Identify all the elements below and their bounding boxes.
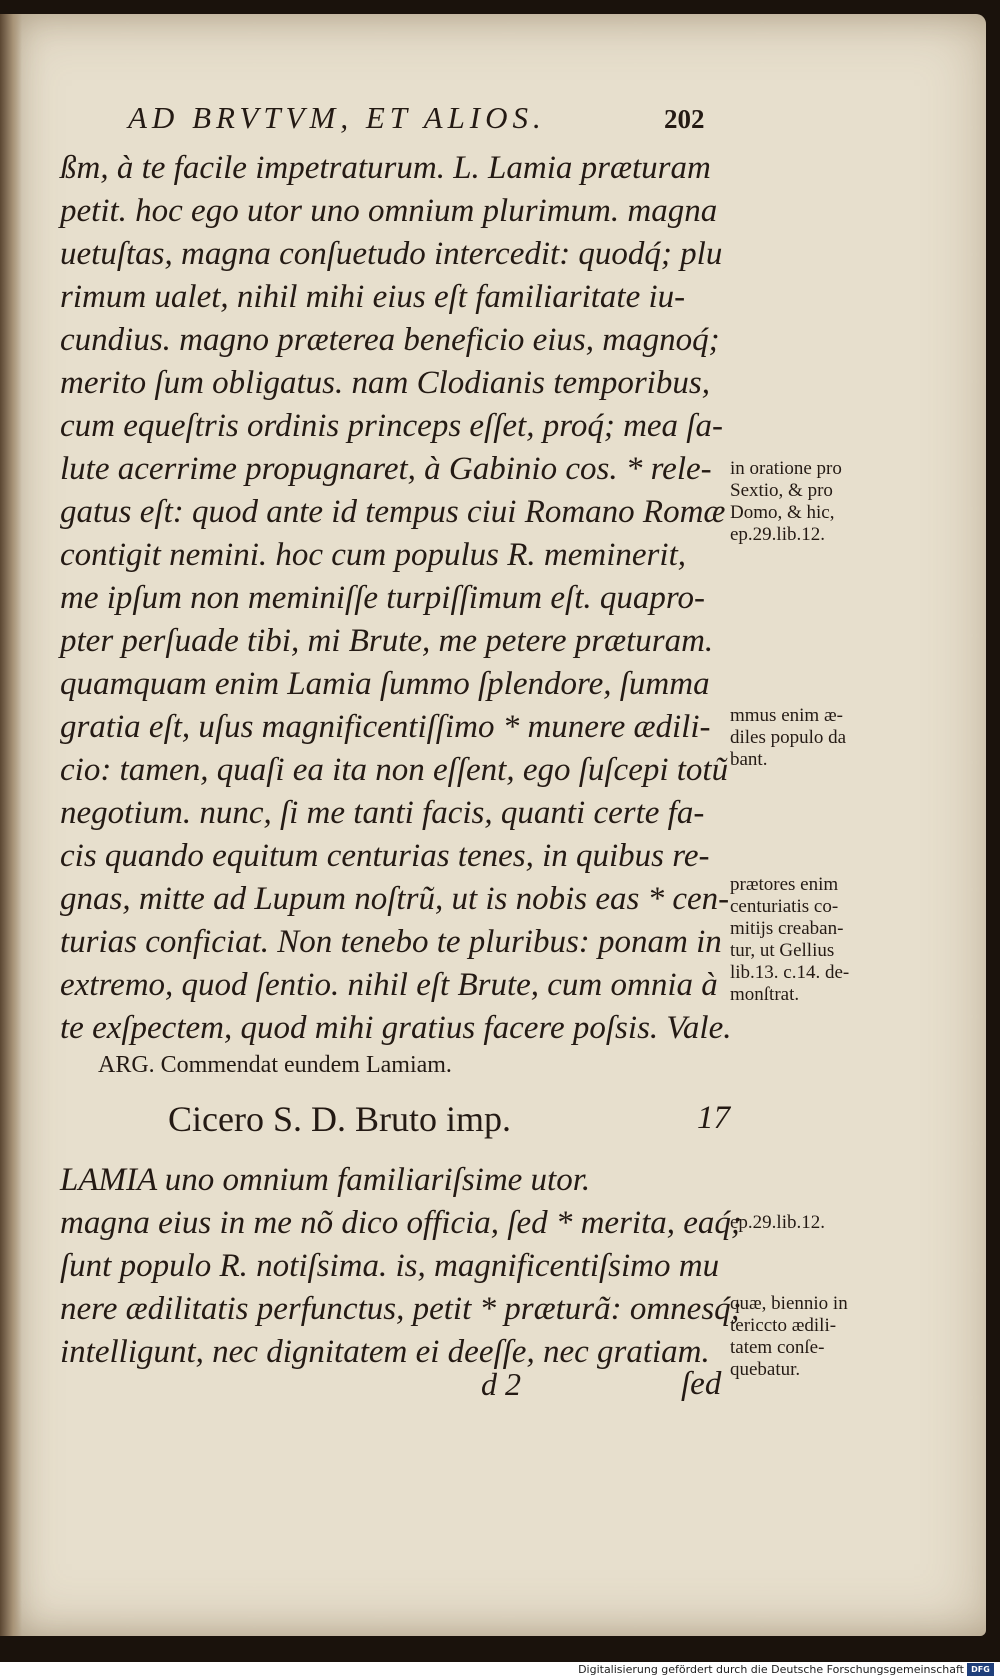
text-line: nere ædilitatis perfunctus, petit * præturã: omnesq́;: [60, 1291, 742, 1327]
footer-credit: Digitalisierung gefördert durch die Deutsche Forschungsgemeinschaft: [578, 1663, 964, 1676]
text-line: magna eius in me nõ dico officia, ſed * merita, eaq́;: [60, 1205, 742, 1241]
margin-note: in oratione pro Sextio, & pro Domo, & hic, ep.29.lib.12.: [730, 458, 842, 545]
page-gutter-shadow: [0, 14, 22, 1636]
text-line: gatus eſt: quod ante id tempus ciui Romano Romæ: [60, 494, 726, 530]
text-line: te exſpectem, quod mihi gratius facere poſsis. Vale.: [60, 1010, 732, 1046]
text-line: quamquam enim Lamia ſummo ſplendore, ſumma: [60, 666, 710, 702]
text-line: gnas, mitte ad Lupum noſtrũ, ut is nobis eas * cen-: [60, 881, 730, 917]
text-line: contigit nemini. hoc cum populus R. meminerit,: [60, 537, 686, 573]
text-line: negotium. nunc, ſi me tanti facis, quanti certe fa-: [60, 795, 705, 831]
signature-mark: d 2: [481, 1366, 521, 1402]
text-line: cio: tamen, quaſi ea ita non eſſent, ego ſuſcepi totũ: [60, 752, 729, 788]
text-line: petit. hoc ego utor uno omnium plurimum. magna: [60, 193, 718, 229]
text-line: cum equeſtris ordinis princeps eſſet, proq́; mea ſa-: [60, 408, 723, 444]
text-line: intelligunt, nec dignitatem ei deeſſe, nec gratiam.: [60, 1334, 710, 1370]
text-line: ßm, à te facile impetraturum. L. Lamia præturam: [60, 150, 711, 186]
text-line: uetuſtas, magna conſuetudo intercedit: quodq́; plu: [60, 236, 723, 272]
letter-number: 17: [697, 1100, 730, 1136]
letter-heading: Cicero S. D. Bruto imp.: [168, 1099, 511, 1139]
margin-note: ep.29.lib.12.: [730, 1212, 825, 1233]
running-head: AD BRVTVM, ET ALIOS.: [128, 100, 546, 135]
text-line: merito ſum obligatus. nam Clodianis temporibus,: [60, 365, 710, 401]
text-line: pter perſuade tibi, mi Brute, me petere præturam.: [60, 623, 714, 659]
text-line: lute acerrime propugnaret, à Gabinio cos. * rele-: [60, 451, 712, 487]
margin-note: mmus enim æ- diles populo da bant.: [730, 705, 847, 770]
text-line: rimum ualet, nihil mihi eius eſt familiaritate iu-: [60, 279, 686, 315]
text-line: cis quando equitum centurias tenes, in quibus re-: [60, 838, 710, 874]
text-line: me ipſum non meminiſſe turpiſſimum eſt. quapro-: [60, 580, 705, 616]
text-line: extremo, quod ſentio. nihil eſt Brute, cum omnia à: [60, 967, 718, 1003]
argument-summary: ARG. Commendat eundem Lamiam.: [98, 1052, 452, 1078]
dfg-logo: DFG: [967, 1663, 994, 1676]
text-line: cundius. magno præterea beneficio eius, magnoq́;: [60, 322, 720, 358]
text-line: gratia eſt, uſus magnificentiſſimo * munere ædili-: [60, 709, 711, 745]
text-line: ſunt populo R. notiſsima. is, magnificentiſsimo mu: [60, 1248, 720, 1284]
text-line: LAMIA uno omnium familiariſsime utor.: [60, 1162, 591, 1198]
margin-note: quæ, biennio in tericcto ædili- tatem conſe- quebatur.: [730, 1293, 848, 1380]
catchword: ſed: [681, 1366, 722, 1402]
text-line: turias conficiat. Non tenebo te pluribus: ponam in: [60, 924, 722, 960]
margin-note: prætores enim centuriatis co- mitijs creaban- tur, ut Gellius lib.13. c.14. de- monſtrat.: [730, 874, 850, 1005]
page-number: 202: [664, 104, 705, 134]
